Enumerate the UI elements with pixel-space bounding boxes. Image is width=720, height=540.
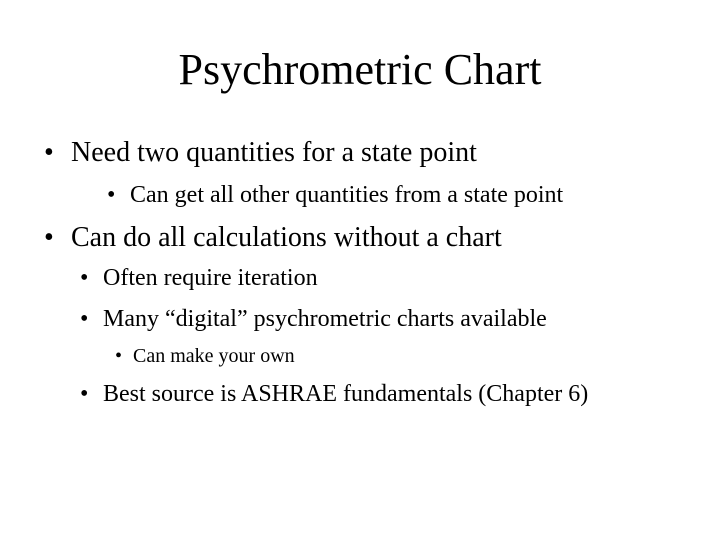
bullet-item-level2	[80, 380, 589, 408]
bullet-item-level1	[44, 222, 502, 254]
bullet-item-level1	[44, 137, 477, 169]
bullet-icon: •	[44, 137, 54, 168]
bullet-icon: •	[80, 381, 89, 407]
bullet-icon: •	[80, 306, 89, 332]
bullet-text: Can get all other quantities from a state point	[130, 182, 564, 208]
bullet-text: Can make your own	[133, 345, 295, 367]
bullet-text: Can do all calculations without a chart	[71, 222, 502, 253]
bullet-text: Often require iteration	[103, 265, 318, 291]
bullet-item-level2	[80, 264, 318, 292]
bullet-item-level2	[80, 305, 547, 333]
bullet-icon: •	[80, 265, 89, 291]
slide-title: Psychrometric Chart	[178, 45, 542, 94]
bullet-icon: •	[107, 182, 116, 208]
bullet-icon: •	[115, 345, 123, 367]
bullet-item-level2	[107, 181, 564, 209]
bullet-text: Many “digital” psychrometric charts available	[103, 306, 547, 332]
bullet-text: Need two quantities for a state point	[71, 137, 477, 168]
bullet-item-level3	[115, 344, 295, 368]
bullet-text: Best source is ASHRAE fundamentals (Chapter 6)	[103, 381, 589, 407]
bullet-icon: •	[44, 222, 54, 253]
